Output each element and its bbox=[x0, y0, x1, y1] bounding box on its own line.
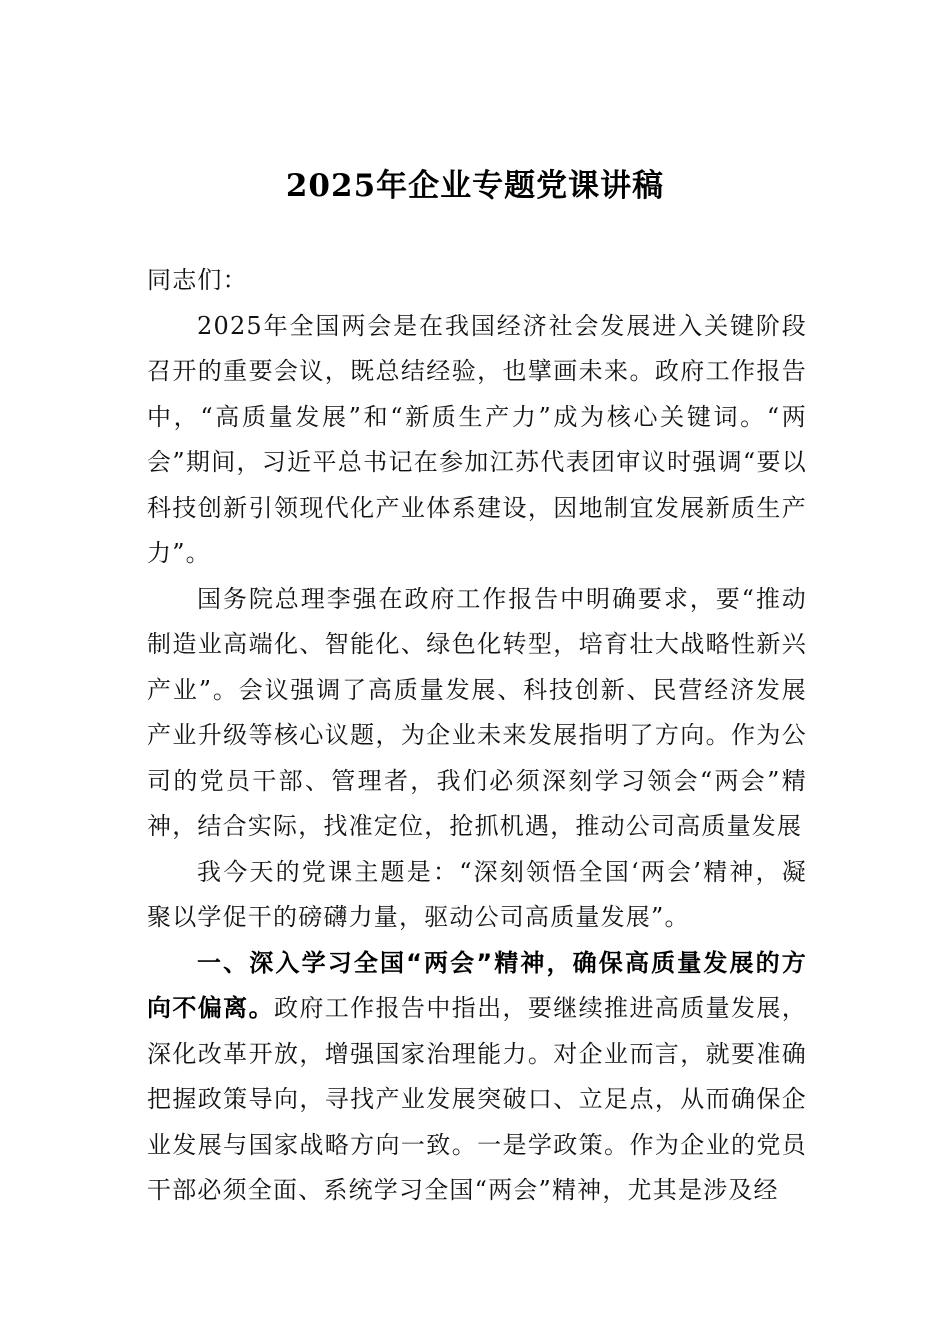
paragraph-lecture-theme: 我今天的党课主题是：“深刻领悟全国‘两会’精神，凝聚以学促干的磅礴力量，驱动公司高质量发展”。 bbox=[147, 857, 807, 931]
salutation: 同志们： bbox=[147, 266, 248, 294]
document-title: 2025年企业专题党课讲稿 bbox=[285, 168, 665, 204]
document-body bbox=[147, 258, 807, 1214]
section-1-heading: 一、深入学习全国“两会”精神，确保高质量发展的方向不偏离。 bbox=[147, 948, 807, 1022]
section-1-paragraph bbox=[147, 941, 807, 1214]
section-1-text: 政府工作报告中指出，要继续推进高质量发展，深化改革开放，增强国家治理能力。对企业而言，就要准确把握政策导向，寻找产业发展突破口、立足点，从而确保企业发展与国家战略方向一致。一是学政策。作为企业的党员干部必须全面、系统学习全国“两会”精神，尤其是涉及经 bbox=[147, 994, 808, 1204]
paragraph-intro: 2025年全国两会是在我国经济社会发展进入关键阶段召开的重要会议，既总结经验，也擘画未来。政府工作报告中，“高质量发展”和“新质生产力”成为核心关键词。“两会”期间，习近平总书记在参加江苏代表团审议时强调“要以科技创新引领现代化产业体系建设，因地制宜发展新质生产力”。 bbox=[147, 311, 807, 567]
paragraph-premier-report: 国务院总理李强在政府工作报告中明确要求，要“推动制造业高端化、智能化、绿色化转型，培育壮大战略性新兴产业”。会议强调了高质量发展、科技创新、民营经济发展产业升级等核心议题，为企业未来发展指明了方向。作为公司的党员干部、管理者，我们必须深刻学习领会“两会”精神，结合实际，找准定位，抢抓机遇，推动公司高质量发展 bbox=[147, 584, 807, 840]
